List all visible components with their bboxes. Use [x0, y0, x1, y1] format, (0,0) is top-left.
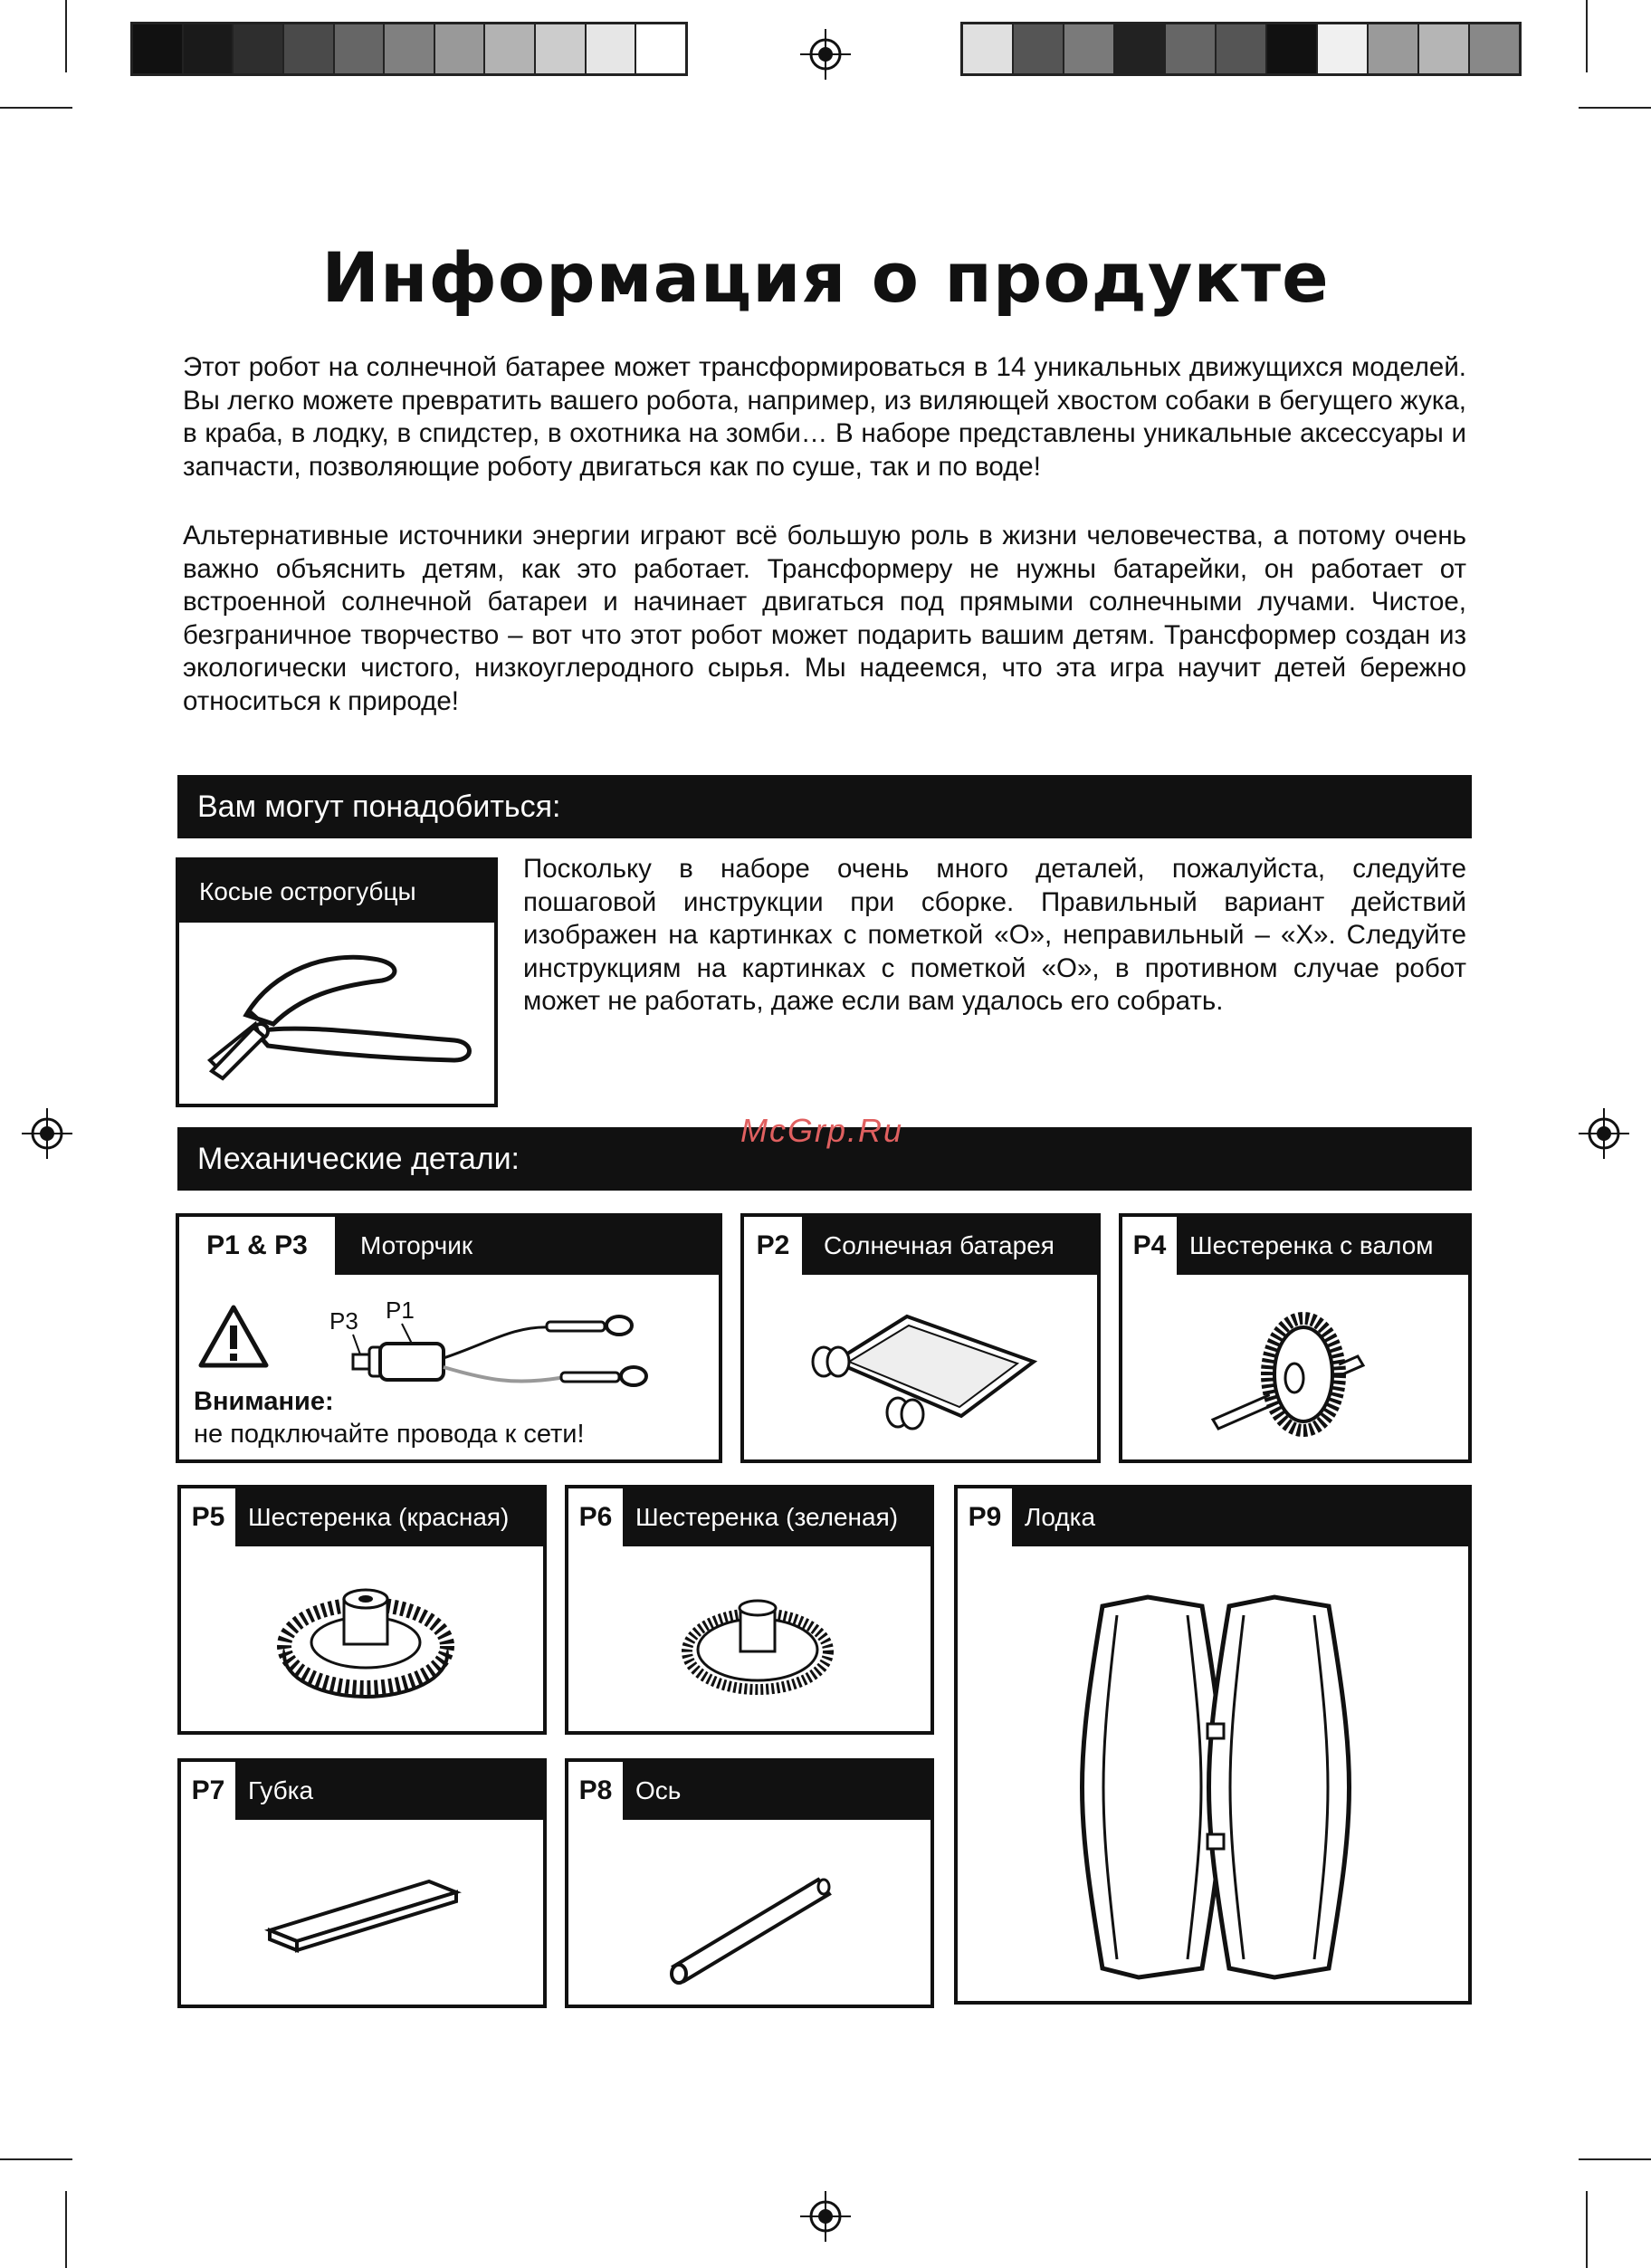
crop-mark: [65, 0, 67, 72]
part-label: Губка: [248, 1776, 314, 1804]
color-swatch: [1419, 24, 1470, 73]
warning-triangle-icon: [197, 1304, 270, 1369]
assembly-instructions-text: Поскольку в наборе очень много деталей, пожалуйста, следуйте пошаговой инструкции при сборке. Правильный вариант действий изображен на картинках с пометкой «О», неправильный – «Х». Следуйте инструкциям на картинках с пометкой «О», в противном случае робот может не работать, даже если вам удалось его собрать.: [523, 854, 1466, 1016]
motor-illustration: [333, 1307, 713, 1407]
part-code: P5: [181, 1488, 239, 1546]
part-header: [1122, 1217, 1468, 1275]
color-swatch: [1115, 24, 1166, 73]
part-header: [568, 1762, 930, 1820]
parts-section-heading: Механические детали:: [177, 1127, 1472, 1191]
color-calibration-bar-right: [960, 22, 1522, 76]
part-box-p5: [177, 1485, 547, 1735]
red-gear-illustration: [275, 1572, 456, 1717]
warning-title: Внимание:: [194, 1387, 334, 1416]
part-header: [568, 1488, 930, 1546]
part-box-p1-p3: [176, 1213, 722, 1463]
intro-paragraph-2: Альтернативные источники энергии играют всё большую роль в жизни человечества, а потому очень важно объяснить детям, как это работает. Трансформеру не нужны батарейки, он работает от встроенной солнечной батареи и начинает двигаться под прямыми солнечными лучами. Чистое, безграничное творчество – вот что этот робот может подарить вашим детям. Трансформер создан из экологически чистого, низкоуглеродного сырья. Мы надеемся, что эта игра научит детей бережно относиться к природе!: [183, 521, 1466, 716]
color-swatch: [1470, 24, 1519, 73]
crop-mark: [65, 2191, 67, 2268]
crop-mark: [1586, 2191, 1588, 2268]
part-header: [179, 1217, 719, 1275]
part-label: Шестеренка (красная): [248, 1503, 510, 1531]
part-code: P2: [744, 1217, 806, 1275]
watermark: McGrp.Ru: [740, 1112, 904, 1149]
green-gear-illustration: [681, 1572, 835, 1717]
part-box-p4: [1119, 1213, 1472, 1463]
callout-p3: P3: [329, 1307, 358, 1335]
part-label: Моторчик: [360, 1231, 473, 1259]
color-swatch: [1014, 24, 1064, 73]
part-header: [958, 1488, 1468, 1546]
color-swatch: [1064, 24, 1115, 73]
registration-mark-top: [800, 29, 851, 80]
part-label: Шестеренка с валом: [1189, 1231, 1434, 1259]
color-swatch: [284, 24, 335, 73]
color-swatch: [1166, 24, 1217, 73]
part-code: P9: [958, 1488, 1016, 1546]
part-label: Шестеренка (зеленая): [635, 1503, 899, 1531]
part-label: Ось: [635, 1776, 682, 1804]
tool-box-side-cutters: [176, 857, 498, 1107]
registration-mark-bottom: [800, 2191, 851, 2242]
crop-mark: [0, 107, 72, 109]
crop-mark: [1579, 107, 1651, 109]
color-swatch: [485, 24, 536, 73]
tool-box-header: [179, 861, 494, 923]
sponge-illustration: [266, 1876, 465, 1976]
color-swatch: [1318, 24, 1369, 73]
part-box-p6: [565, 1485, 934, 1735]
color-calibration-bar-left: [130, 22, 688, 76]
color-swatch: [1267, 24, 1318, 73]
color-swatch: [133, 24, 184, 73]
registration-mark-left: [22, 1108, 72, 1159]
part-code: P4: [1122, 1217, 1180, 1275]
part-header: [181, 1488, 543, 1546]
color-swatch: [335, 24, 386, 73]
color-swatch: [536, 24, 587, 73]
part-header: [744, 1217, 1097, 1275]
intro-paragraph-1: Этот робот на солнечной батарее может трансформироваться в 14 уникальных движущихся моделей. Вы легко можете превратить вашего робота, например, из виляющей хвостом собаки в бегущего жука, в краба, в лодку, в спидстер, в охотника на зомби… В наборе представлены уникальные аксессуары и запчасти, позволяющие роботу двигаться как по суше, так и по воде!: [183, 352, 1466, 482]
page-title: Информация о продукте: [321, 237, 1330, 318]
part-label: Солнечная батарея: [824, 1231, 1055, 1259]
color-swatch: [234, 24, 284, 73]
color-swatch: [636, 24, 685, 73]
callout-p1: P1: [386, 1297, 415, 1324]
crop-mark: [1579, 2158, 1651, 2160]
part-box-p7: [177, 1758, 547, 2008]
part-code: P6: [568, 1488, 626, 1546]
solar-panel-illustration: [807, 1307, 1043, 1434]
warning-text: не подключайте провода к сети!: [194, 1420, 585, 1449]
color-swatch: [435, 24, 486, 73]
tool-label: Косые острогубцы: [199, 877, 416, 905]
side-cutters-illustration: [192, 933, 482, 1096]
color-swatch: [385, 24, 435, 73]
part-box-p8: [565, 1758, 934, 2008]
part-box-p9: [954, 1485, 1472, 2005]
registration-mark-right: [1579, 1108, 1629, 1159]
part-code: P8: [568, 1762, 626, 1820]
part-code: P1 & P3: [179, 1217, 339, 1275]
part-box-p2: [740, 1213, 1101, 1463]
axle-illustration: [664, 1867, 845, 1985]
gear-with-shaft-illustration: [1204, 1302, 1385, 1447]
color-swatch: [1217, 24, 1267, 73]
crop-mark: [0, 2158, 72, 2160]
part-header: [181, 1762, 543, 1820]
color-swatch: [963, 24, 1014, 73]
boat-illustration: [1093, 1588, 1347, 1986]
color-swatch: [587, 24, 637, 73]
part-label: Лодка: [1025, 1503, 1096, 1531]
color-swatch: [184, 24, 234, 73]
tools-section-heading: Вам могут понадобиться:: [177, 775, 1472, 838]
part-code: P7: [181, 1762, 239, 1820]
color-swatch: [1369, 24, 1419, 73]
crop-mark: [1586, 0, 1588, 72]
